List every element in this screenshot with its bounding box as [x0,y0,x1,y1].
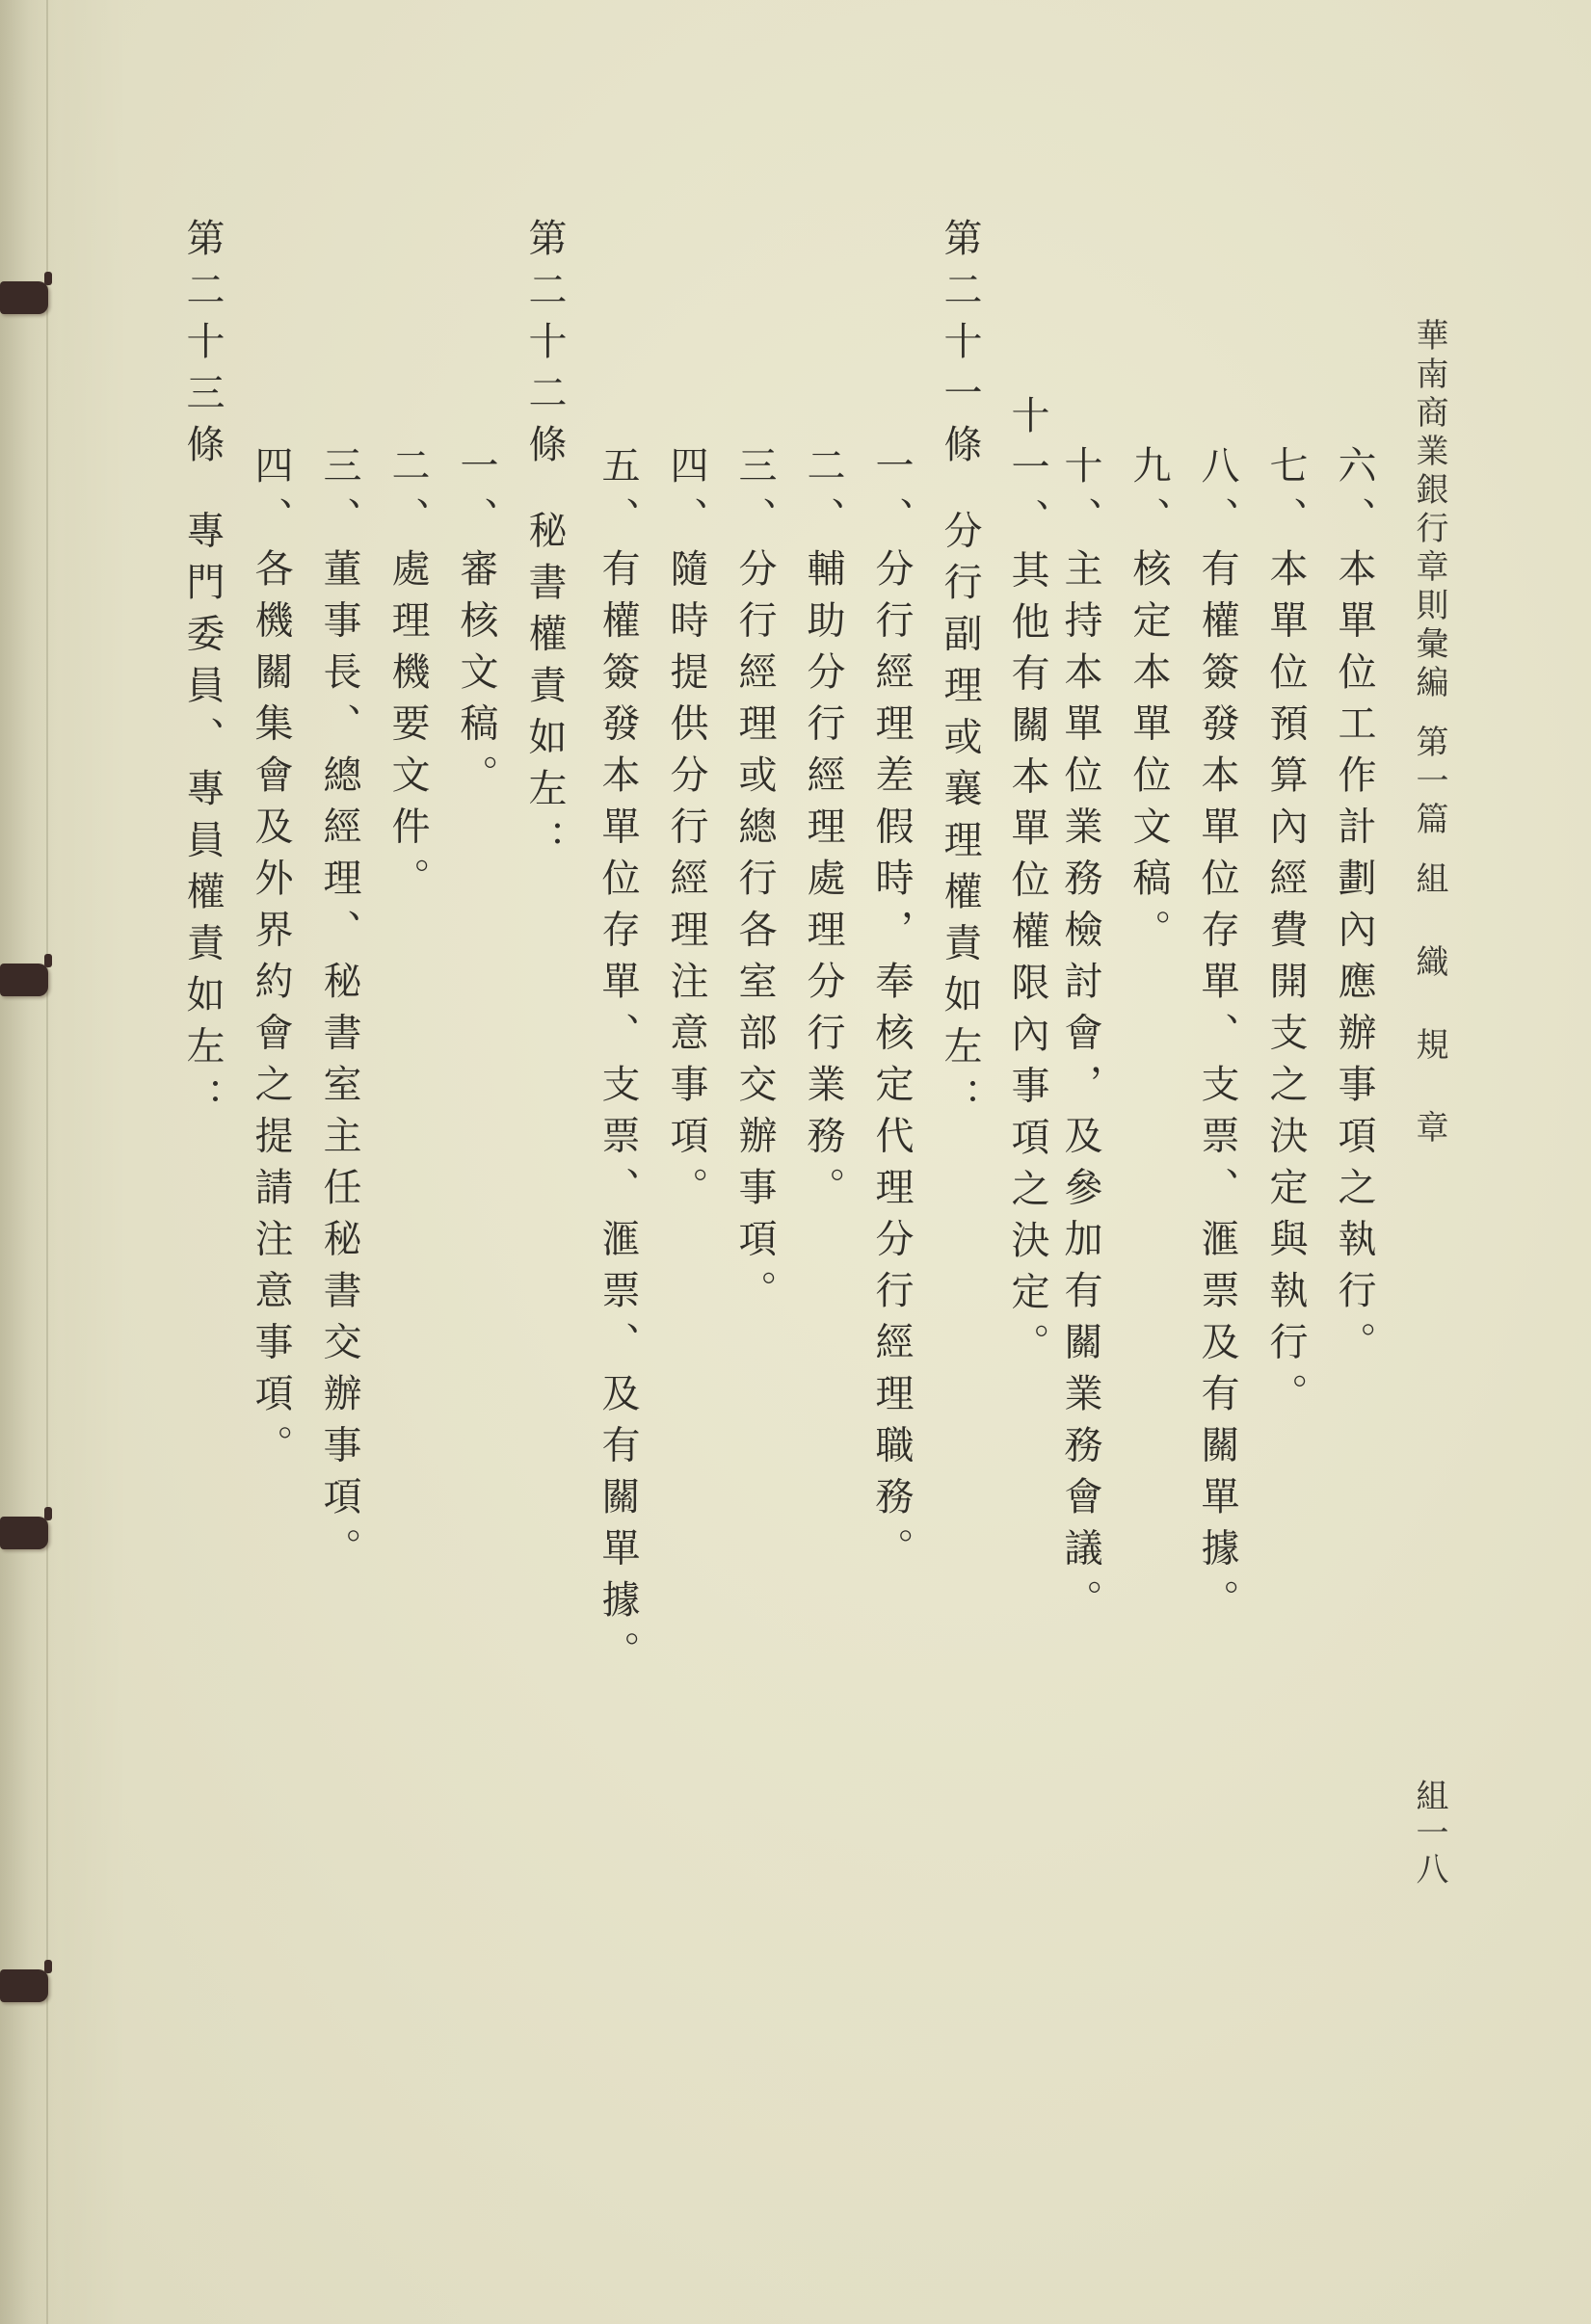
page-number: 組一八 [1410,1779,1448,1888]
list-item: 九、核定本單位文稿。 [1127,445,1171,961]
list-item: 三、董事長、總經理、秘書室主任秘書交辦事項。 [317,445,361,1579]
list-item: 六、本單位工作計劃內應辦事項之執行。 [1332,445,1376,1373]
binding-thread-icon [0,964,48,996]
list-item: 一、審核文稿。 [454,445,498,806]
list-item: 五、有權簽發本單位存單、支票、滙票、及有關單據。 [596,445,640,1682]
running-header [1410,318,1448,1149]
list-item: 一、分行經理差假時，奉核定代理分行經理職務。 [869,445,914,1579]
list-item: 十一、其他有關本單位權限內事項之決定。 [1005,395,1049,1375]
article-heading-text: 專門委員、專員權責如左： [180,510,225,1129]
list-item: 八、有權簽發本單位存單、支票、滙票及有關單據。 [1195,445,1239,1631]
binding-thread-icon [0,1517,48,1549]
article-heading-22 [522,218,567,871]
list-item: 七、本單位預算內經費開支之決定與執行。 [1263,445,1308,1425]
article-number: 第二十一條 [938,218,982,476]
book-title: 華南商業銀行章則彙編 [1410,318,1448,703]
binding-thread-icon [0,281,48,314]
article-heading-21 [938,218,982,1129]
article-number: 第二十二條 [522,218,567,476]
list-item: 四、各機關集會及外界約會之提請注意事項。 [249,445,293,1476]
article-heading-23 [180,218,225,1129]
binding-thread-icon [0,1969,48,2002]
list-item: 二、處理機要文件。 [385,445,430,910]
list-item: 十、主持本單位業務檢討會，及參加有關業務會議。 [1058,445,1102,1631]
article-heading-text: 秘書權責如左： [522,510,567,871]
list-item: 四、隨時提供分行經理注意事項。 [664,445,708,1219]
section-label: 第一篇 [1410,725,1448,840]
list-item: 三、分行經理或總行各室部交辦事項。 [732,445,777,1322]
article-heading-text: 分行副理或襄理權責如左： [938,510,982,1129]
list-item: 二、輔助分行經理處理分行業務。 [801,445,845,1219]
article-number: 第二十三條 [180,218,225,476]
chapter-label: 組 織 規 章 [1410,861,1448,1149]
